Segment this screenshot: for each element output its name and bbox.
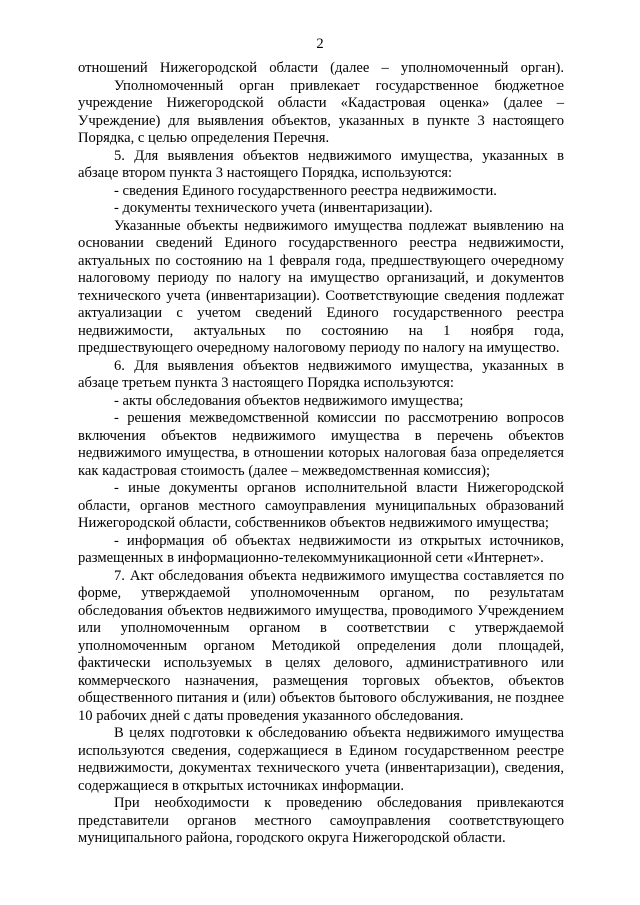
document-body [78, 60, 564, 848]
paragraph: - иные документы органов исполнительной власти Нижегородской области, органов местного самоуправления муниципальных образований Нижегородской области, собственников объектов недвижимого имущества; [78, 480, 564, 531]
paragraph: 6. Для выявления объектов недвижимого имущества, указанных в абзаце третьем пункта 3 настоящего Порядка используются: [78, 357, 564, 391]
paragraph: - решения межведомственной комиссии по рассмотрению вопросов включения объектов недвижимого имущества в перечень объектов недвижимого имущества, в отношении которых налоговая база определяется как кадастровая стоимость (далее – межведомственная комиссия); [78, 410, 564, 479]
paragraph: - сведения Единого государственного реестра недвижимости. [114, 182, 497, 199]
paragraph: отношений Нижегородской области (далее – уполномоченный орган). [78, 60, 564, 76]
paragraph: В целях подготовки к обследованию объекта недвижимого имущества используются сведения, содержащиеся в Едином государственном реестре недвижимости, документах технического учета (инвентаризации), сведения, содержащиеся в открытых источниках информации. [78, 725, 564, 794]
paragraph: - информация об объектах недвижимости из открытых источников, размещенных в информационно-телекоммуникационной сети «Интернет». [78, 532, 564, 566]
paragraph: - документы технического учета (инвентаризации). [114, 200, 433, 216]
paragraph: 5. Для выявления объектов недвижимого имущества, указанных в абзаце втором пункта 3 настоящего Порядка, используются: [78, 147, 564, 181]
paragraph: - акты обследования объектов недвижимого имущества; [114, 392, 464, 409]
paragraph: При необходимости к проведению обследования привлекаются представители органов местного самоуправления соответствующего муниципального района, городского округа Нижегородской области. [78, 795, 564, 846]
paragraph: Указанные объекты недвижимого имущества подлежат выявлению на основании сведений Единого государственного реестра недвижимости, актуальных по состоянию на 1 февраля года, предшествующего очередному налоговому периоду по налогу на имущество организаций, и документов технического учета (инвентаризации). Соответствующие сведения подлежат актуализации с учетом сведений Единого государственного реестра недвижимости, актуальных по состоянию на 1 ноября года, предшествующего очередному налоговому периоду по налогу на имущество. [78, 217, 564, 356]
page-number: 2 [316, 36, 324, 52]
paragraph: Уполномоченный орган привлекает государственное бюджетное учреждение Нижегородской области «Кадастровая оценка» (далее – Учреждение) для выявления объектов, указанных в пункте 3 настоящего Порядка, с целью определения Перечня. [78, 77, 564, 146]
paragraph: 7. Акт обследования объекта недвижимого имущества составляется по форме, утверждаемой уполномоченным органом, по результатам обследования объектов недвижимого имущества, проводимого Учреждением или уполномоченным органом в соответствии с утверждаемой уполномоченным органом Методикой определения доли площадей, фактически используемых в целях делового, административного или коммерческого назначения, размещения торговых объектов, объектов общественного питания и (или) объектов бытового обслуживания, не позднее 10 рабочих дней с даты проведения указанного обследования. [78, 567, 564, 724]
